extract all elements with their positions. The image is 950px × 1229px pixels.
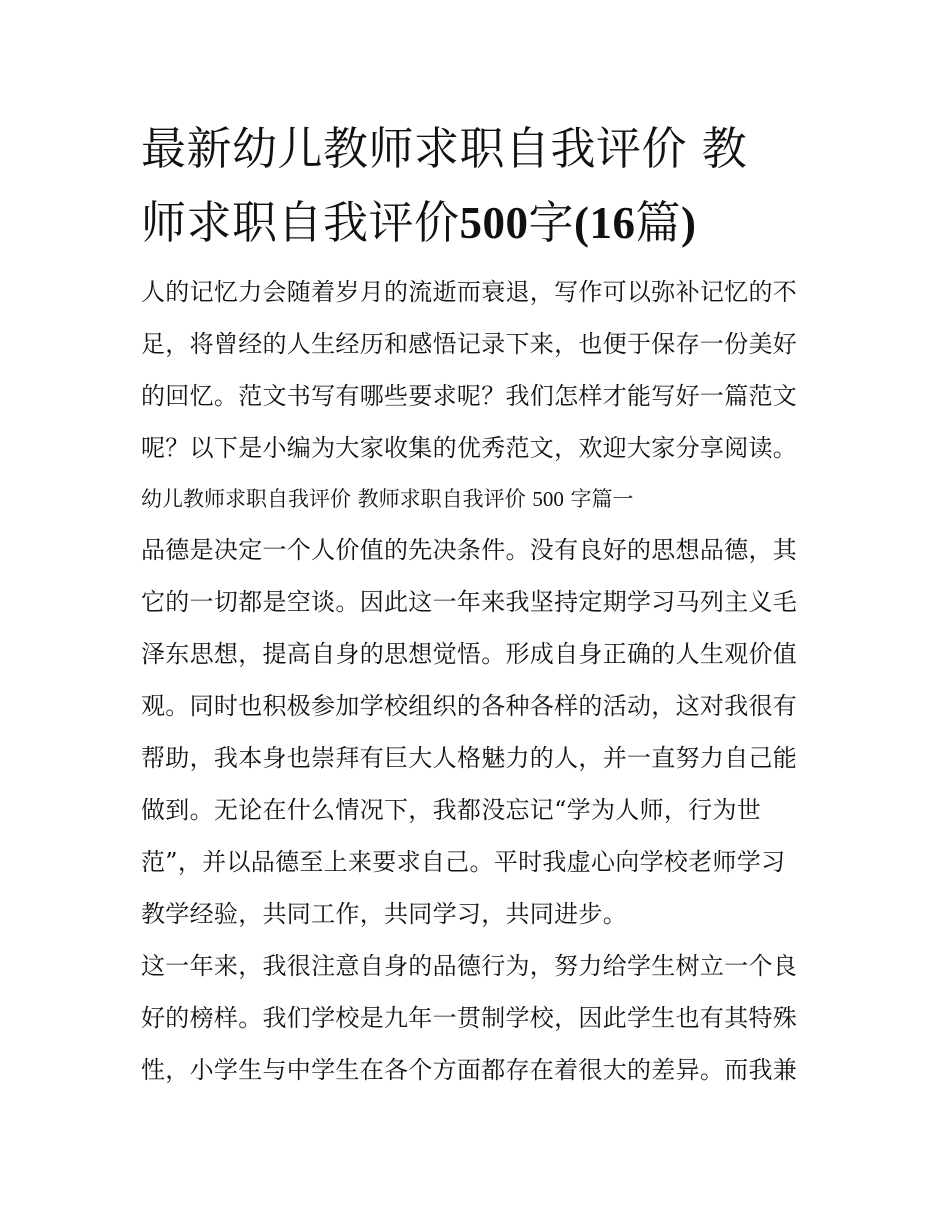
- text-line: 人的记忆力会随着岁月的流逝而衰退，写作可以弥补记忆的不: [141, 278, 798, 306]
- text-line: 足，将曾经的人生经历和感悟记录下来，也便于保存一份美好: [141, 330, 798, 358]
- text-line: 泽东思想，提高自身的思想觉悟。形成自身正确的人生观价值: [141, 640, 798, 668]
- paragraph-1: [141, 524, 813, 940]
- text-line: 观。同时也积极参加学校组织的各种各样的活动，这对我很有: [141, 692, 798, 720]
- title-line-2-mid: 字: [528, 196, 575, 249]
- text-line: 教学经验，共同工作，共同学习，共同进步。: [141, 900, 627, 928]
- text-line: 好的榜样。我们学校是九年一贯制学校，因此学生也有其特殊: [141, 1004, 798, 1032]
- title-line-2: [141, 186, 813, 260]
- text-line: 性，小学生与中学生在各个方面都存在着很大的差异。而我兼: [141, 1056, 798, 1084]
- text-line: 做到。无论在什么情况下，我都没忘记“学为人师，行为世: [141, 796, 762, 824]
- intro-paragraph: [141, 266, 813, 474]
- section-heading-suffix: 字篇一: [563, 487, 634, 511]
- document-title: [141, 112, 813, 260]
- text-line: 品德是决定一个人价值的先决条件。没有良好的思想品德，其: [141, 536, 798, 564]
- section-heading-number: 500: [532, 487, 564, 511]
- text-line: 帮助，我本身也崇拜有巨大人格魅力的人，并一直努力自己能: [141, 744, 798, 772]
- text-line: 呢？以下是小编为大家收集的优秀范文，欢迎大家分享阅读。: [141, 434, 798, 462]
- section-heading-prefix: 幼儿教师求职自我评价 教师求职自我评价: [141, 487, 533, 511]
- section-heading: [141, 474, 813, 524]
- text-line: 这一年来，我很注意自身的品德行为，努力给学生树立一个良: [141, 952, 798, 980]
- title-line-2-prefix: 师求职自我评价: [141, 196, 460, 249]
- title-number-16: (16: [574, 198, 636, 248]
- title-line-2-end: ): [681, 198, 697, 248]
- title-line-1: [141, 112, 813, 186]
- text-line: 的回忆。范文书写有哪些要求呢？我们怎样才能写好一篇范文: [141, 382, 798, 410]
- paragraph-2: [141, 940, 813, 1096]
- text-line: 范”，并以品德至上来要求自己。平时我虚心向学校老师学习: [141, 848, 786, 876]
- title-line-2-mid2: 篇: [635, 196, 682, 249]
- document-page: [141, 112, 813, 1096]
- text-line: 它的一切都是空谈。因此这一年来我坚持定期学习马列主义毛: [141, 588, 798, 616]
- title-number-500: 500: [459, 198, 529, 248]
- title-line-1-text: 最新幼儿教师求职自我评价 教: [141, 122, 748, 175]
